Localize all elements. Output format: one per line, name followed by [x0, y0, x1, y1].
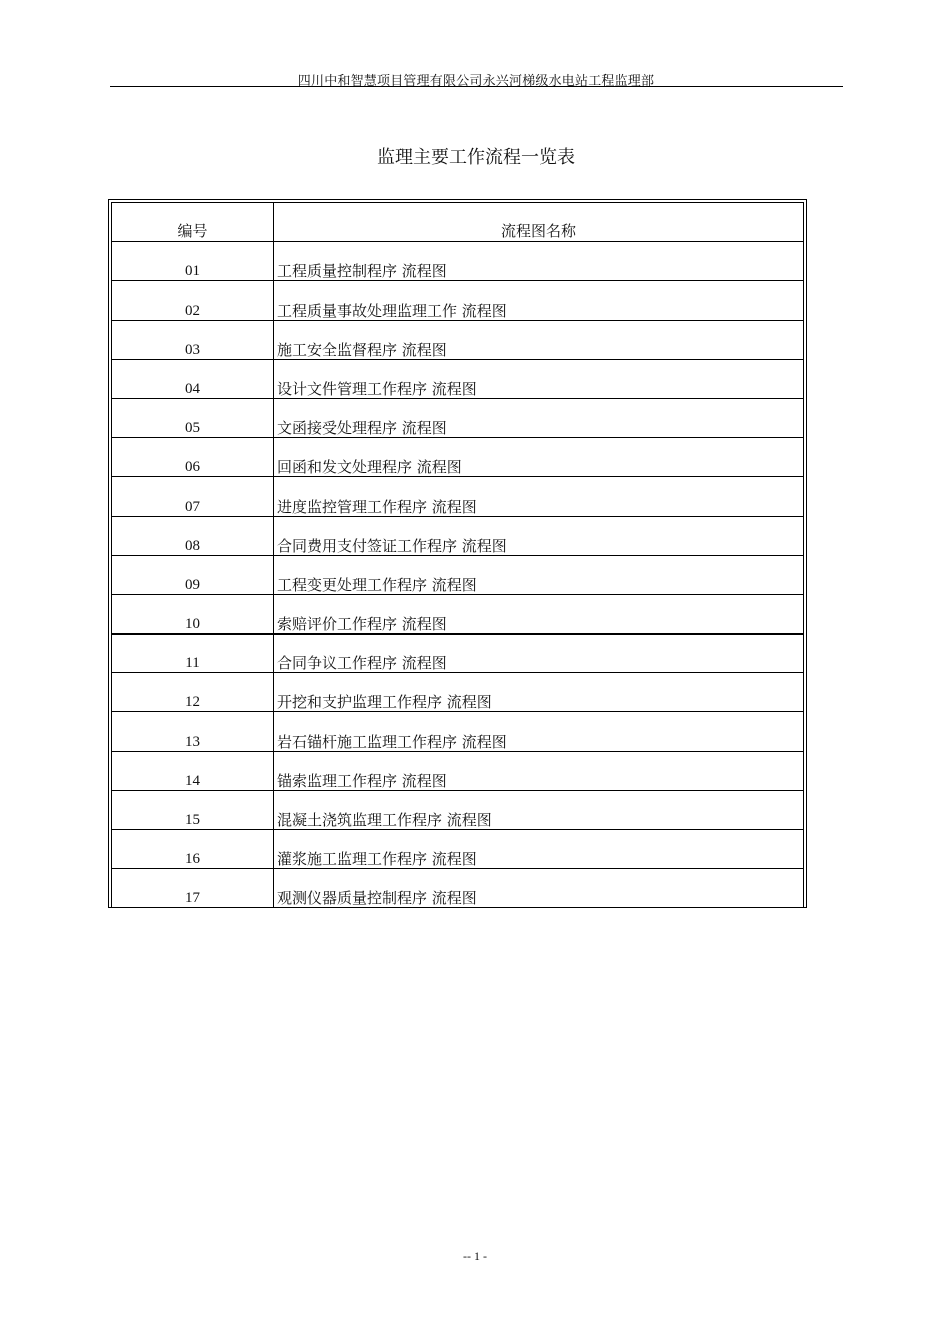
- document-title: 监理主要工作流程一览表: [377, 147, 575, 168]
- table-row: [112, 398, 804, 437]
- row-name-cell: 工程质量事故处理监理工作 流程图: [274, 281, 804, 320]
- table-row: [112, 438, 804, 477]
- row-number-cell: 10: [112, 594, 274, 633]
- table-row: [112, 477, 804, 516]
- row-name-cell: 回函和发文处理程序 流程图: [274, 438, 804, 477]
- table-row: [112, 555, 804, 594]
- row-name-cell: 开挖和支护监理工作程序 流程图: [274, 673, 804, 712]
- row-name-cell: 文函接受处理程序 流程图: [274, 398, 804, 437]
- row-number-cell: 01: [112, 242, 274, 281]
- table-row: [112, 712, 804, 751]
- row-name-cell: 索赔评价工作程序 流程图: [274, 594, 804, 633]
- row-name-cell: 合同费用支付签证工作程序 流程图: [274, 516, 804, 555]
- workflow-table-frame: [108, 199, 807, 908]
- table-row: [112, 673, 804, 712]
- row-name-cell: 工程变更处理工作程序 流程图: [274, 555, 804, 594]
- row-number-cell: 09: [112, 555, 274, 594]
- row-name-cell: 观测仪器质量控制程序 流程图: [274, 869, 804, 908]
- table-row: [112, 242, 804, 281]
- row-number-cell: 03: [112, 320, 274, 359]
- header-rule: [110, 86, 843, 87]
- table-row: [112, 830, 804, 869]
- row-number-cell: 04: [112, 359, 274, 398]
- row-name-cell: 合同争议工作程序 流程图: [274, 634, 804, 673]
- row-number-cell: 14: [112, 751, 274, 790]
- row-number-cell: 16: [112, 830, 274, 869]
- row-number-cell: 13: [112, 712, 274, 751]
- table-row: [112, 516, 804, 555]
- workflow-table: [111, 202, 804, 908]
- table-row: [112, 751, 804, 790]
- page-number: -- 1 -: [463, 1249, 487, 1263]
- page-header-text: 四川中和智慧项目管理有限公司永兴河梯级水电站工程监理部: [297, 74, 655, 89]
- table-row: [112, 281, 804, 320]
- row-name-cell: 混凝土浇筑监理工作程序 流程图: [274, 790, 804, 829]
- row-number-cell: 08: [112, 516, 274, 555]
- table-header-row: [112, 203, 804, 242]
- table-row: [112, 634, 804, 673]
- table-row: [112, 594, 804, 633]
- row-name-cell: 施工安全监督程序 流程图: [274, 320, 804, 359]
- row-number-cell: 15: [112, 790, 274, 829]
- row-number-cell: 12: [112, 673, 274, 712]
- table-row: [112, 359, 804, 398]
- row-name-cell: 进度监控管理工作程序 流程图: [274, 477, 804, 516]
- row-name-cell: 工程质量控制程序 流程图: [274, 242, 804, 281]
- row-number-cell: 05: [112, 398, 274, 437]
- row-number-cell: 06: [112, 438, 274, 477]
- table-row: [112, 790, 804, 829]
- row-number-cell: 07: [112, 477, 274, 516]
- row-name-cell: 灌浆施工监理工作程序 流程图: [274, 830, 804, 869]
- row-number-cell: 02: [112, 281, 274, 320]
- row-number-cell: 17: [112, 869, 274, 908]
- row-name-cell: 设计文件管理工作程序 流程图: [274, 359, 804, 398]
- table-row: [112, 869, 804, 908]
- row-number-cell: 11: [112, 634, 274, 673]
- table-row: [112, 320, 804, 359]
- row-name-cell: 岩石锚杆施工监理工作程序 流程图: [274, 712, 804, 751]
- column-header-number: 编号: [112, 203, 274, 242]
- column-header-name: 流程图名称: [274, 203, 804, 242]
- row-name-cell: 锚索监理工作程序 流程图: [274, 751, 804, 790]
